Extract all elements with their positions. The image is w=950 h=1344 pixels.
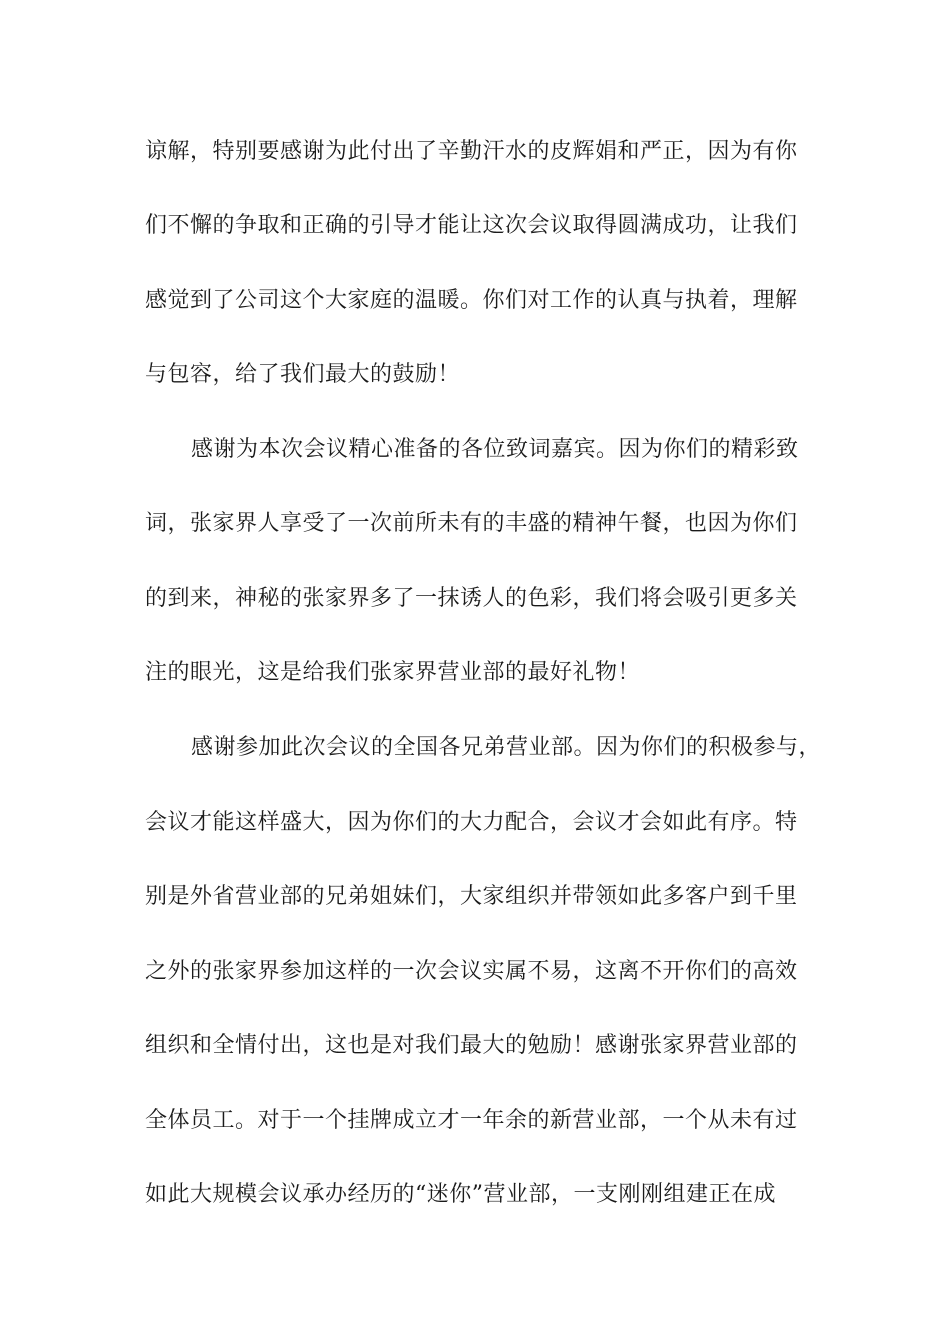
text-line: 别是外省营业部的兄弟姐妹们，大家组织并带领如此多客户到千里	[145, 884, 798, 909]
text-line: 如此大规模会议承办经历的“迷你”营业部，一支刚刚组建正在成	[145, 1182, 776, 1207]
text-line: 们不懈的争取和正确的引导才能让这次会议取得圆满成功，让我们	[145, 213, 798, 238]
text-line: 谅解，特别要感谢为此付出了辛勤汗水的皮辉娟和严正，因为有你	[145, 139, 798, 164]
text-line: 全体员工。对于一个挂牌成立才一年余的新营业部，一个从未有过	[145, 1108, 798, 1133]
text-line: 组织和全情付出，这也是对我们最大的勉励！感谢张家界营业部的	[145, 1033, 798, 1058]
paragraph-first-line: 感谢为本次会议精心准备的各位致词嘉宾。因为你们的精彩致	[191, 437, 799, 462]
text-line: 的到来，神秘的张家界多了一抹诱人的色彩，我们将会吸引更多关	[145, 586, 798, 611]
text-line: 注的眼光，这是给我们张家界营业部的最好礼物！	[145, 660, 641, 685]
text-line: 词，张家界人享受了一次前所未有的丰盛的精神午餐，也因为你们	[145, 511, 798, 536]
text-line: 与包容，给了我们最大的鼓励！	[145, 362, 461, 387]
text-line: 感觉到了公司这个大家庭的温暖。你们对工作的认真与执着，理解	[145, 288, 798, 313]
text-line: 之外的张家界参加这样的一次会议实属不易，这离不开你们的高效	[145, 959, 798, 984]
paragraph-first-line: 感谢参加此次会议的全国各兄弟营业部。因为你们的积极参与，	[191, 735, 822, 760]
text-line: 会议才能这样盛大，因为你们的大力配合，会议才会如此有序。特	[145, 810, 798, 835]
